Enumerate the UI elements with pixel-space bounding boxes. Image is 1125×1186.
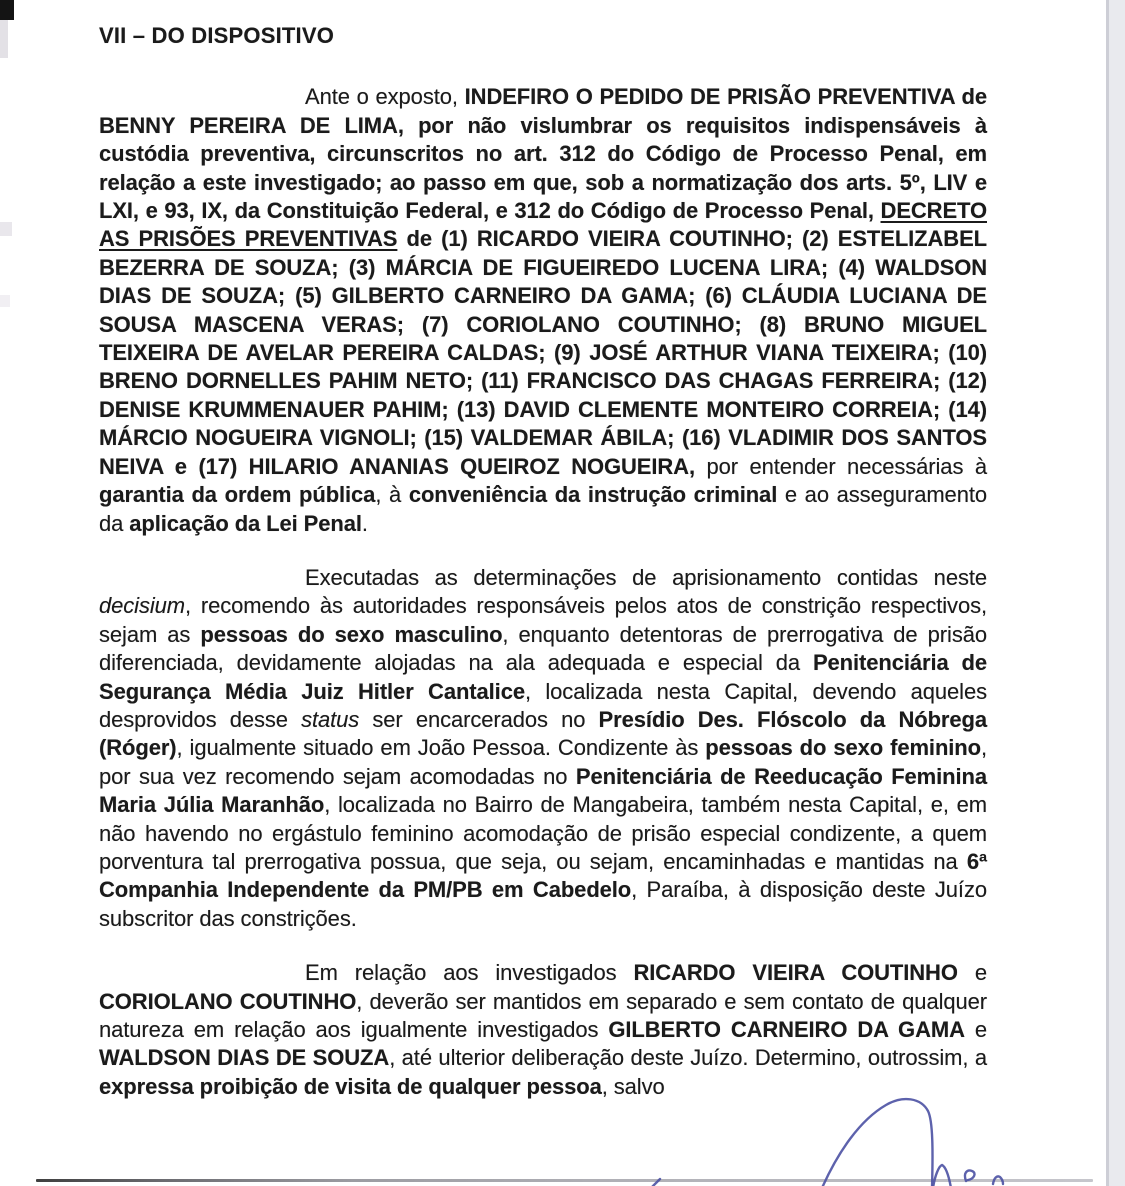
text-run: , Paraíba, à disposição deste Juízo subscritor das constrições.: [99, 877, 987, 931]
text-run: , igualmente situado em João Pessoa. Condizente às: [176, 735, 706, 761]
bold-text-run: Penitenciária de Reeducação Feminina Maria Júlia Maranhão: [99, 763, 987, 818]
bold-text-run: RICARDO VIEIRA COUTINHO: [633, 960, 958, 986]
bold-text-run: aplicação da Lei Penal: [129, 510, 362, 536]
bold-text-run: garantia da ordem pública: [99, 482, 376, 508]
bold-text-run: pessoas do sexo masculino: [200, 621, 503, 647]
text-run: , recomendo às autoridades responsáveis pelos atos de constrição respectivos, sejam as: [99, 593, 987, 647]
bold-text-run: CORIOLANO COUTINHO: [99, 988, 357, 1014]
text-run: , deverão ser mantidos em separado e sem contato de qualquer natureza em relação aos igualmente investigados: [99, 988, 987, 1042]
text-run: , salvo: [601, 1073, 665, 1099]
bold-text-run: Penitenciária de Segurança Média Juiz Hitler Cantalice: [99, 650, 988, 704]
section-heading: VII – DO DISPOSITIVO: [99, 23, 335, 48]
bold-text-run: pessoas do sexo feminino: [705, 735, 981, 761]
bold-text-run: expressa proibição de visita de qualquer pessoa: [99, 1073, 602, 1099]
text-run: , localizada no Bairro de Mangabeira, também nesta Capital, e, em não havendo no ergástulo feminino acomodação de prisão especial condizente, a quem porventura tal prerrogativa possua, que seja, ou sejam, encaminhadas e mantidas na: [99, 792, 987, 874]
bold-text-run: DECRETO AS PRISÕES PREVENTIVAS: [99, 198, 987, 252]
bold-text-run: por não vislumbrar os requisitos indispensáveis à custódia preventiva, circunscritos no art. 312 do Código de Processo Penal, em relação a este investigado; ao passo em que, sob a normatização dos arts. 5º, LIV e LXI, e 93, IX, da Constituição Federal, e 312 do Código de Processo Penal,: [99, 112, 987, 224]
bold-text-run: Presídio Des. Flóscolo da Nóbrega (Róger): [99, 706, 987, 761]
document-body: [99, 22, 987, 1101]
page-bottom-rule: [36, 1179, 1093, 1182]
scan-artifact-smudge: [0, 222, 12, 236]
scan-artifact-corner-tail: [0, 20, 8, 58]
scan-artifact-smudge: [0, 295, 10, 307]
paragraph-separacao-investigados: [99, 959, 987, 1101]
bold-text-run: de (1) RICARDO VIEIRA COUTINHO; (2) ESTELIZABEL BEZERRA DE SOUZA; (3) MÁRCIA DE FIGUEIREDO LUCENA LIRA; (4) WALDSON DIAS DE SOUZA; (5) GILBERTO CARNEIRO DA GAMA; (6) CLÁUDIA LUCIANA DE SOUSA MASCENA VERAS; (7) CORIOLANO COUTINHO; (8) BRUNO MIGUEL TEIXEIRA DE AVELAR PEREIRA CALDAS; (9) JOSÉ ARTHUR VIANA TEIXEIRA; (10) BRENO DORNELLES PAHIM NETO; (11) FRANCISCO DAS CHAGAS FERREIRA; (12) DENISE KRUMMENAUER PAHIM; (13) DAVID CLEMENTE MONTEIRO CORREIA; (14) MÁRCIO NOGUEIRA VIGNOLI; (15) VALDEMAR ÁBILA; (16) VLADIMIR DOS SANTOS NEIVA e (17) HILARIO ANANIAS QUEIROZ NOGUEIRA,: [99, 226, 987, 479]
scan-artifact-corner: [0, 0, 14, 20]
text-run: .: [361, 510, 368, 536]
text-run: , localizada nesta Capital, devendo aqueles desprovidos desse: [99, 678, 987, 732]
bold-text-run: conveniência da instrução criminal: [408, 482, 778, 508]
text-run: , até ulterior deliberação deste Juízo. Determino, outrossim, a: [389, 1045, 987, 1071]
bold-text-run: GILBERTO CARNEIRO DA GAMA: [608, 1017, 965, 1042]
text-run: por entender necessárias à: [694, 453, 987, 479]
bold-text-run: 6ª Companhia Independente da PM/PB em Cabedelo: [99, 848, 987, 903]
text-run: e: [957, 960, 987, 986]
pen-stroke-arc: [822, 1099, 933, 1186]
text-run: e ao asseguramento da: [99, 482, 987, 536]
text-run: Ante o exposto,: [305, 84, 465, 110]
text-run: , enquanto detentoras de prerrogativa de prisão diferenciada, devidamente alojadas na ala adequada e especial da: [99, 621, 987, 676]
scanner-edge-band: [1106, 0, 1125, 1186]
text-run: e: [964, 1017, 987, 1042]
bold-text-run: WALDSON DIAS DE SOUZA: [99, 1045, 390, 1071]
text-run: Executadas as determinações de aprisionamento contidas neste: [305, 564, 987, 590]
italic-text-run: status: [301, 706, 360, 732]
paragraph-dispositivo: [99, 83, 987, 538]
italic-text-run: decisium: [99, 593, 186, 619]
text-run: , à: [375, 482, 409, 508]
pen-stroke-caret: [933, 1165, 951, 1186]
text-run: ser encarcerados no: [359, 706, 599, 732]
text-run: , por sua vez recomendo sejam acomodadas no: [99, 735, 987, 789]
text-run: Em relação aos investigados: [305, 960, 634, 986]
paragraph-recomendacoes-prisao: [99, 564, 987, 933]
bold-text-run: INDEFIRO O PEDIDO DE PRISÃO PREVENTIVA de BENNY PEREIRA DE LIMA,: [99, 84, 987, 138]
